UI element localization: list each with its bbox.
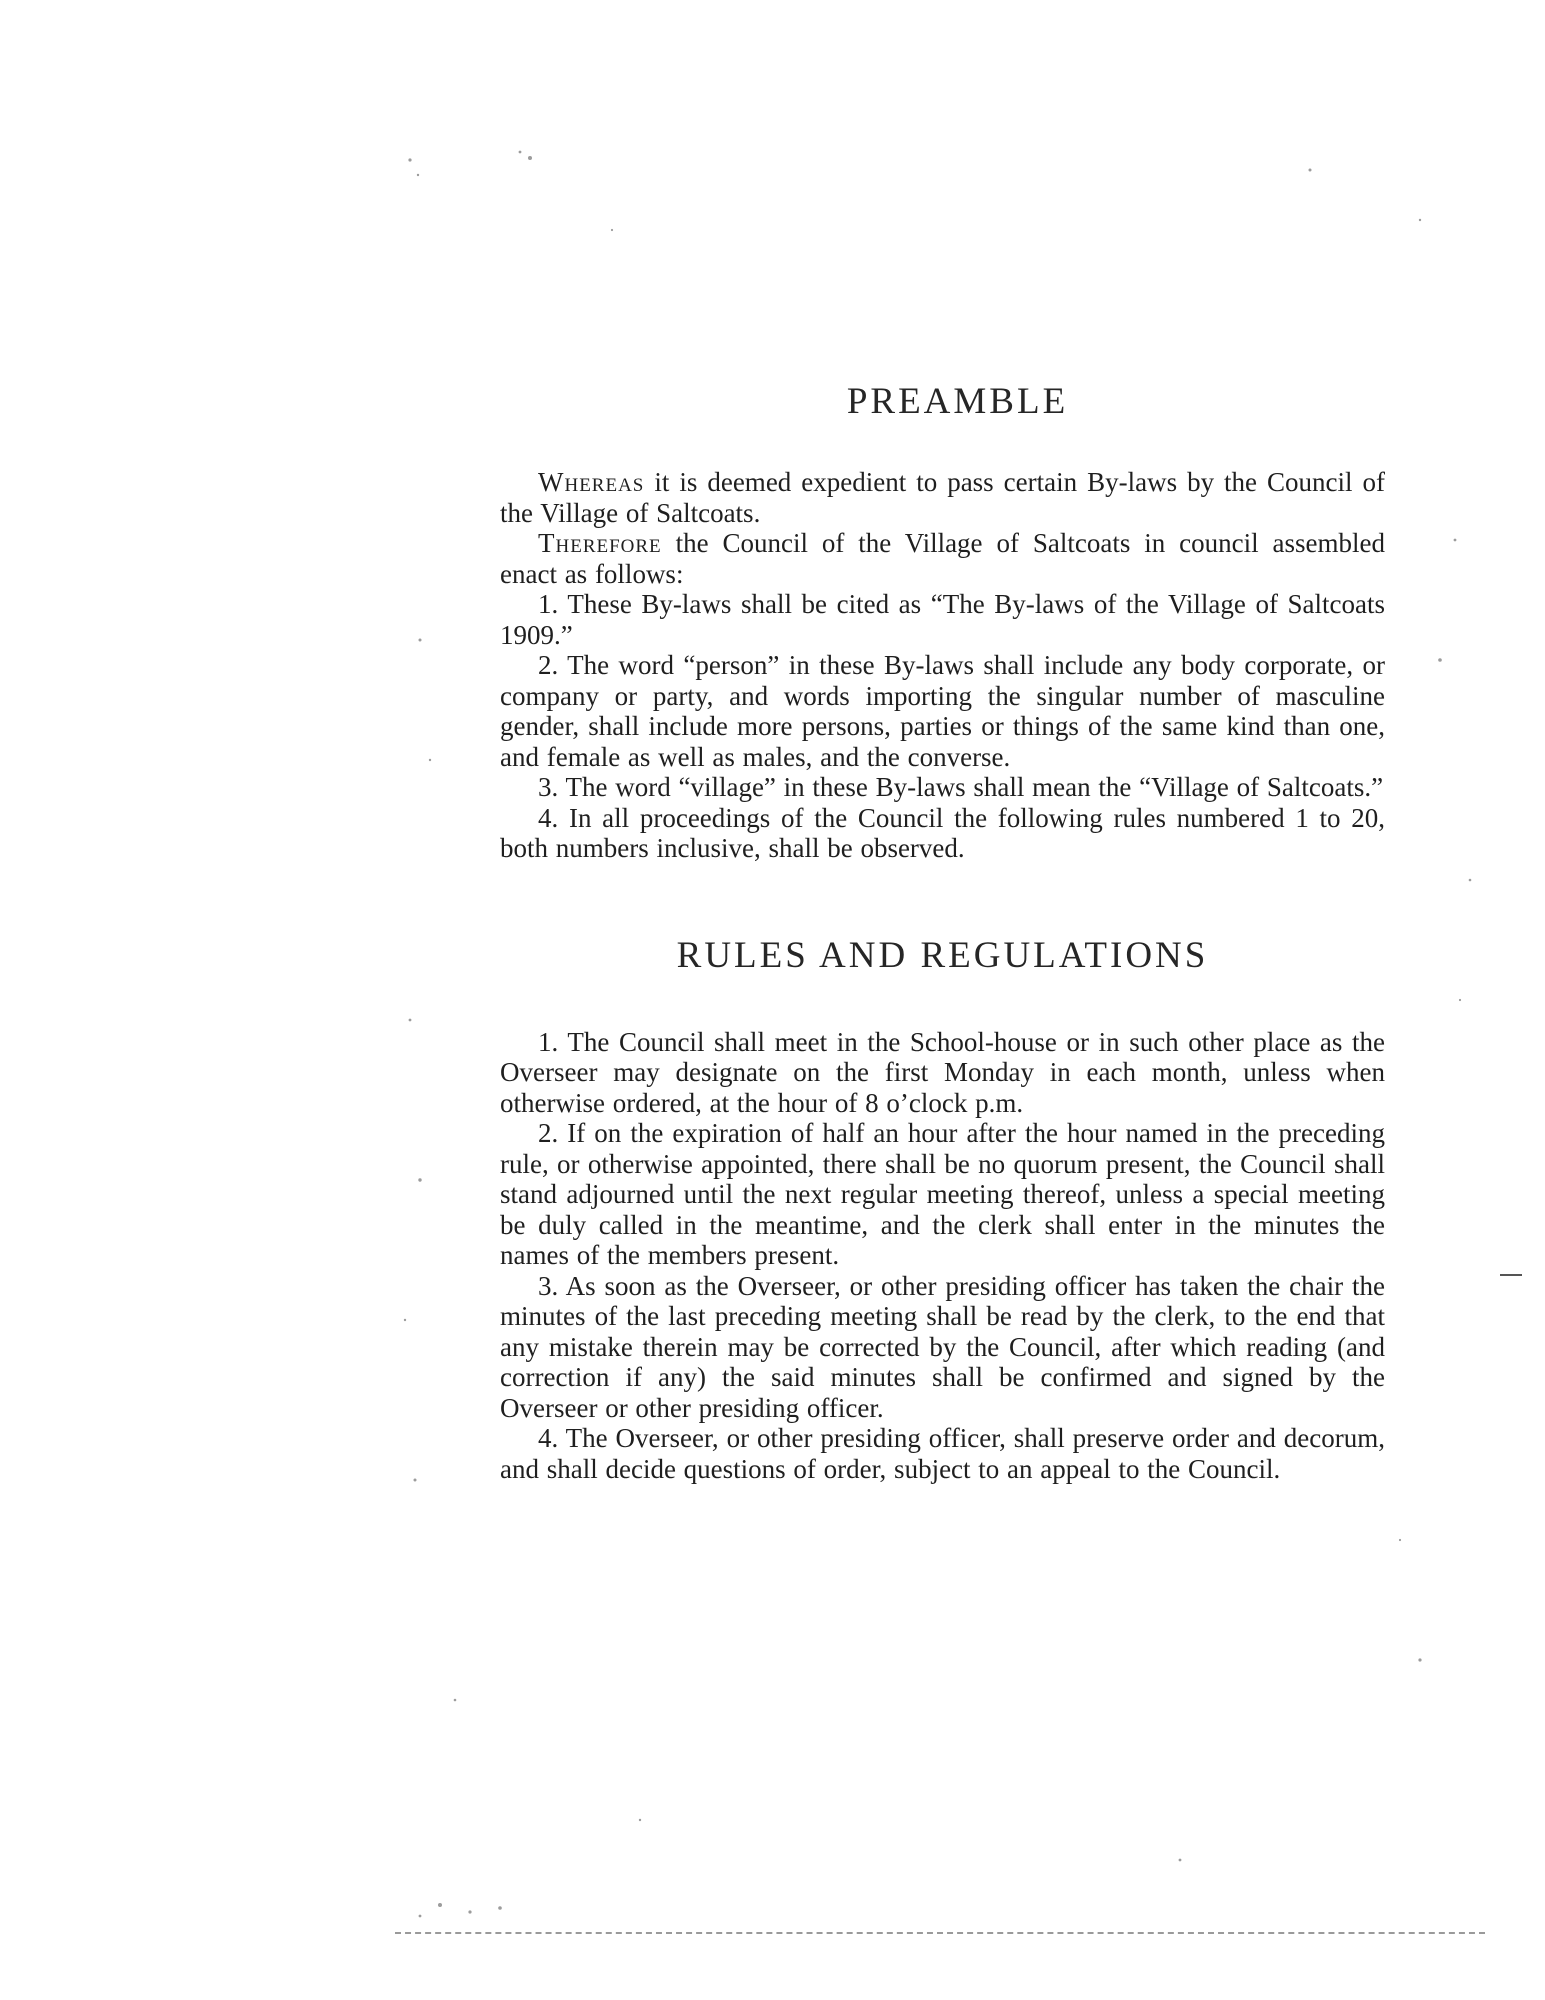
rules-heading: RULES AND REGULATIONS (676, 934, 1209, 976)
rule-paragraph: 2. If on the expiration of half an hour after the hour named in the preceding rule, or otherwise appointed, there shall be no quorum present, the Council shall stand adjourned until the next regular meeting thereof, unless a special meeting be duly called in the meantime, and the clerk shall enter in the minutes the names of the members present. (500, 1118, 1385, 1270)
document-page (500, 380, 1385, 1484)
page-bottom-edge (395, 1932, 1485, 1934)
rule-paragraph: 4. The Overseer, or other presiding officer, shall preserve order and decorum, and shall decide questions of order, subject to an appeal to the Council. (500, 1423, 1385, 1484)
preamble-lead-word: Therefore (538, 528, 662, 558)
preamble-paragraph: 2. The word “person” in these By-laws shall include any body corporate, or company or party, and words importing the singular number of masculine gender, shall include more persons, parties or things of the same kind than one, and female as well as males, and the converse. (500, 650, 1385, 772)
preamble-paragraph: 4. In all proceedings of the Council the following rules numbered 1 to 20, both numbers inclusive, shall be observed. (500, 802, 1385, 863)
rule-paragraph: 1. The Council shall meet in the School-house or in such other place as the Overseer may designate on the first Monday in each month, unless when otherwise ordered, at the hour of 8 o’clock p.m. (500, 1026, 1385, 1118)
margin-mark (1500, 1274, 1522, 1276)
preamble-section (500, 467, 1385, 864)
preamble-paragraph: 3. The word “village” in these By-laws shall mean the “Village of Saltcoats.” (538, 772, 1384, 802)
preamble-paragraph (500, 528, 1385, 589)
preamble-paragraph: 1. These By-laws shall be cited as “The By-laws of the Village of Saltcoats 1909.” (500, 589, 1385, 650)
rules-section (500, 1027, 1385, 1485)
preamble-paragraph (500, 467, 1385, 528)
preamble-lead-word: Whereas (538, 467, 645, 497)
preamble-heading: PREAMBLE (846, 381, 1069, 422)
preamble-paragraph-text: it is deemed expedient to pass certain By-laws by the Council of the Village of Saltcoats. (500, 467, 1385, 528)
preamble-paragraph-text: the Council of the Village of Saltcoats in council assembled enact as follows: (500, 528, 1385, 589)
rule-paragraph: 3. As soon as the Overseer, or other presiding officer has taken the chair the minutes of the last preceding meeting shall be read by the clerk, to the end that any mistake therein may be corrected by the Council, after which reading (and correction if any) the said minutes shall be confirmed and signed by the Overseer or other presiding officer. (500, 1270, 1385, 1423)
